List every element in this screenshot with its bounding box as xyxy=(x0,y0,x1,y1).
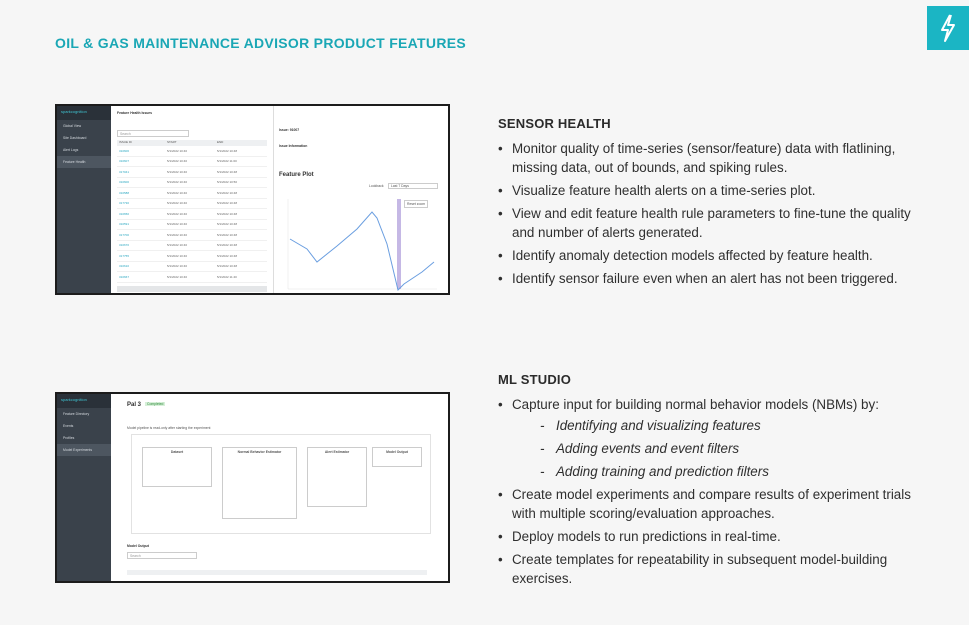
pipeline-canvas xyxy=(131,434,431,534)
issues-table xyxy=(117,140,267,283)
table-cell: 5/1/2022 10:40 xyxy=(167,169,188,174)
table-row[interactable] xyxy=(117,188,267,199)
pipeline-node[interactable]: Normal Behavior Estimator xyxy=(222,447,297,519)
pagination[interactable] xyxy=(117,286,267,292)
table-cell: 5/1/2022 10:48 xyxy=(217,148,238,153)
feature-bullet: • View and edit feature health rule parameters to fine-tune the quality and number of alerts generated. xyxy=(498,204,918,242)
table-cell: 5/1/2022 10:48 xyxy=(217,190,238,195)
table-cell: 5/1/2022 10:40 xyxy=(167,190,188,195)
search-input[interactable]: Search xyxy=(117,130,189,137)
feature-bullet: • Identify anomaly detection models affected by feature health. xyxy=(498,246,918,265)
table-row[interactable] xyxy=(117,272,267,283)
feature-bullet: • Deploy models to run predictions in real-time. xyxy=(498,527,918,546)
nav-item[interactable]: Feature Directory xyxy=(63,412,90,416)
sensor-health-section xyxy=(498,116,918,292)
table-cell: 5/1/2022 10:40 xyxy=(167,253,188,258)
table-row[interactable] xyxy=(117,199,267,210)
sub-list xyxy=(540,416,918,481)
feature-bullet xyxy=(498,395,918,481)
table-row[interactable] xyxy=(117,157,267,168)
sidebar-brand: sparkcognition xyxy=(57,106,111,120)
table-cell: 5/1/2022 10:48 xyxy=(217,222,238,227)
feature-bullet: • Identify sensor failure even when an alert has not been triggered. xyxy=(498,269,918,288)
feature-bullet: • Create templates for repeatability in subsequent model-building exercises. xyxy=(498,550,918,588)
nav-item[interactable]: Profiles xyxy=(63,436,75,440)
table-cell: 5/1/2022 10:48 xyxy=(217,201,238,206)
panel-header: Feature Health Issues xyxy=(117,111,153,115)
page-title: OIL & GAS MAINTENANCE ADVISOR PRODUCT FEATURES xyxy=(55,35,467,51)
sub-bullet: - Adding training and prediction filters xyxy=(540,462,918,481)
sidebar-brand: sparkcognition xyxy=(57,394,111,408)
status-badge: Completed xyxy=(147,402,164,406)
pipeline-node[interactable]: Model Output xyxy=(372,447,422,467)
table-cell: 5/1/2022 10:48 xyxy=(217,232,238,237)
section-heading: ML STUDIO xyxy=(498,372,572,387)
table-header xyxy=(117,140,267,146)
table-row[interactable] xyxy=(117,251,267,262)
table-row[interactable] xyxy=(117,262,267,273)
section-heading: SENSOR HEALTH xyxy=(498,116,611,131)
table-cell: 5/1/2022 10:48 xyxy=(217,264,238,269)
table-cell: 310588 xyxy=(119,190,130,195)
table-cell: 317041 xyxy=(119,169,130,174)
table-cell: 310610 xyxy=(119,264,130,269)
lightning-bolt-icon xyxy=(936,13,960,43)
table-cell: 5/1/2022 10:48 xyxy=(217,169,238,174)
sensor-health-screenshot xyxy=(55,104,450,295)
table-cell: 5/1/2022 10:40 xyxy=(167,159,188,164)
pipeline-note: Model pipeline is read-only after starting the experiment xyxy=(127,426,211,430)
feature-bullet-text: Capture input for building normal behavior models (NBMs) by: xyxy=(512,397,879,412)
table-cell: 5/1/2022 10:40 xyxy=(167,211,188,216)
search-input[interactable]: Search xyxy=(127,552,197,559)
output-table xyxy=(127,570,427,575)
nav-item[interactable]: Events xyxy=(63,424,74,428)
issue-info-label: Issue Information xyxy=(279,144,308,148)
feature-bullet: • Monitor quality of time-series (sensor/feature) data with flatlining, missing data, out of bounds, and spiking rules. xyxy=(498,139,918,177)
table-row[interactable] xyxy=(117,220,267,231)
table-row[interactable] xyxy=(117,241,267,252)
alert-region xyxy=(397,199,401,289)
pipeline-node[interactable]: Alert Estimator xyxy=(307,447,367,507)
table-cell: 5/1/2022 10:50 xyxy=(217,180,238,185)
main-panel xyxy=(111,394,448,581)
sub-bullet: - Identifying and visualizing features xyxy=(540,416,918,435)
nav-item-active[interactable]: Model Experiments xyxy=(57,444,111,456)
table-cell: 5/1/2022 10:40 xyxy=(167,264,188,269)
series-line xyxy=(290,212,434,290)
sidebar xyxy=(57,106,111,293)
main-panel xyxy=(111,106,448,293)
table-row[interactable] xyxy=(117,209,267,220)
experiment-title: Pal 3 xyxy=(127,402,142,408)
nav-item[interactable]: Site Dashboard xyxy=(63,136,87,140)
table-cell: 5/1/2022 10:48 xyxy=(217,253,238,258)
table-cell: 5/1/2022 10:48 xyxy=(217,211,238,216)
lookback-label: Lookback xyxy=(369,184,384,188)
table-cell: 5/1/2022 10:40 xyxy=(167,243,188,248)
table-cell: 317755 xyxy=(119,253,130,258)
ml-studio-section xyxy=(498,372,918,592)
sub-bullet: - Adding events and event filters xyxy=(540,439,918,458)
column-header: START xyxy=(167,140,177,144)
table-row[interactable] xyxy=(117,146,267,157)
table-cell: 5/1/2022 10:40 xyxy=(167,274,188,279)
issue-title: Issue: 91007 xyxy=(279,128,300,132)
nav-item-active[interactable]: Feature Health xyxy=(57,156,111,168)
brand-logo xyxy=(927,6,969,50)
feature-bullet: • Create model experiments and compare results of experiment trials with multiple scoring/evaluation approaches. xyxy=(498,485,918,523)
table-cell: 310606 xyxy=(119,148,130,153)
table-cell: 5/1/2022 11:40 xyxy=(217,274,237,279)
table-cell: 310667 xyxy=(119,274,130,279)
column-header: END xyxy=(217,140,224,144)
table-cell: 5/1/2022 10:40 xyxy=(167,180,188,185)
feature-plot xyxy=(282,194,442,294)
table-cell: 5/1/2022 10:40 xyxy=(167,148,188,153)
table-cell: 310591 xyxy=(119,222,130,227)
table-cell: 310670 xyxy=(119,243,130,248)
table-cell: 5/1/2022 10:40 xyxy=(167,222,188,227)
nav-item[interactable]: Alert Logs xyxy=(63,148,79,152)
feature-bullet: • Visualize feature health alerts on a time-series plot. xyxy=(498,181,918,200)
table-cell: 5/1/2022 11:00 xyxy=(217,159,237,164)
table-cell: 310650 xyxy=(119,211,130,216)
table-cell: 5/1/2022 10:40 xyxy=(167,232,188,237)
issue-detail-panel xyxy=(273,106,448,293)
pipeline-node[interactable]: Dataset xyxy=(142,447,212,487)
reset-zoom-button[interactable]: Reset zoom xyxy=(404,200,428,208)
table-cell: 317730 xyxy=(119,201,130,206)
table-cell: 310607 xyxy=(119,159,130,164)
plot-title: Feature Plot xyxy=(279,172,314,178)
column-header: ISSUE ID xyxy=(119,140,132,144)
table-cell: 317700 xyxy=(119,232,130,237)
table-row[interactable] xyxy=(117,167,267,178)
sidebar xyxy=(57,394,111,581)
table-row[interactable] xyxy=(117,230,267,241)
ml-studio-screenshot xyxy=(55,392,450,583)
table-row[interactable] xyxy=(117,178,267,189)
model-output-label: Model Output xyxy=(127,544,149,548)
nav-item[interactable]: Global View xyxy=(63,124,82,128)
table-cell: 310600 xyxy=(119,180,130,185)
feature-list xyxy=(498,395,918,588)
feature-list xyxy=(498,139,918,288)
table-cell: 5/1/2022 10:40 xyxy=(167,201,188,206)
lookback-select[interactable]: Last 7 Days xyxy=(388,183,438,189)
table-cell: 5/1/2022 10:48 xyxy=(217,243,238,248)
